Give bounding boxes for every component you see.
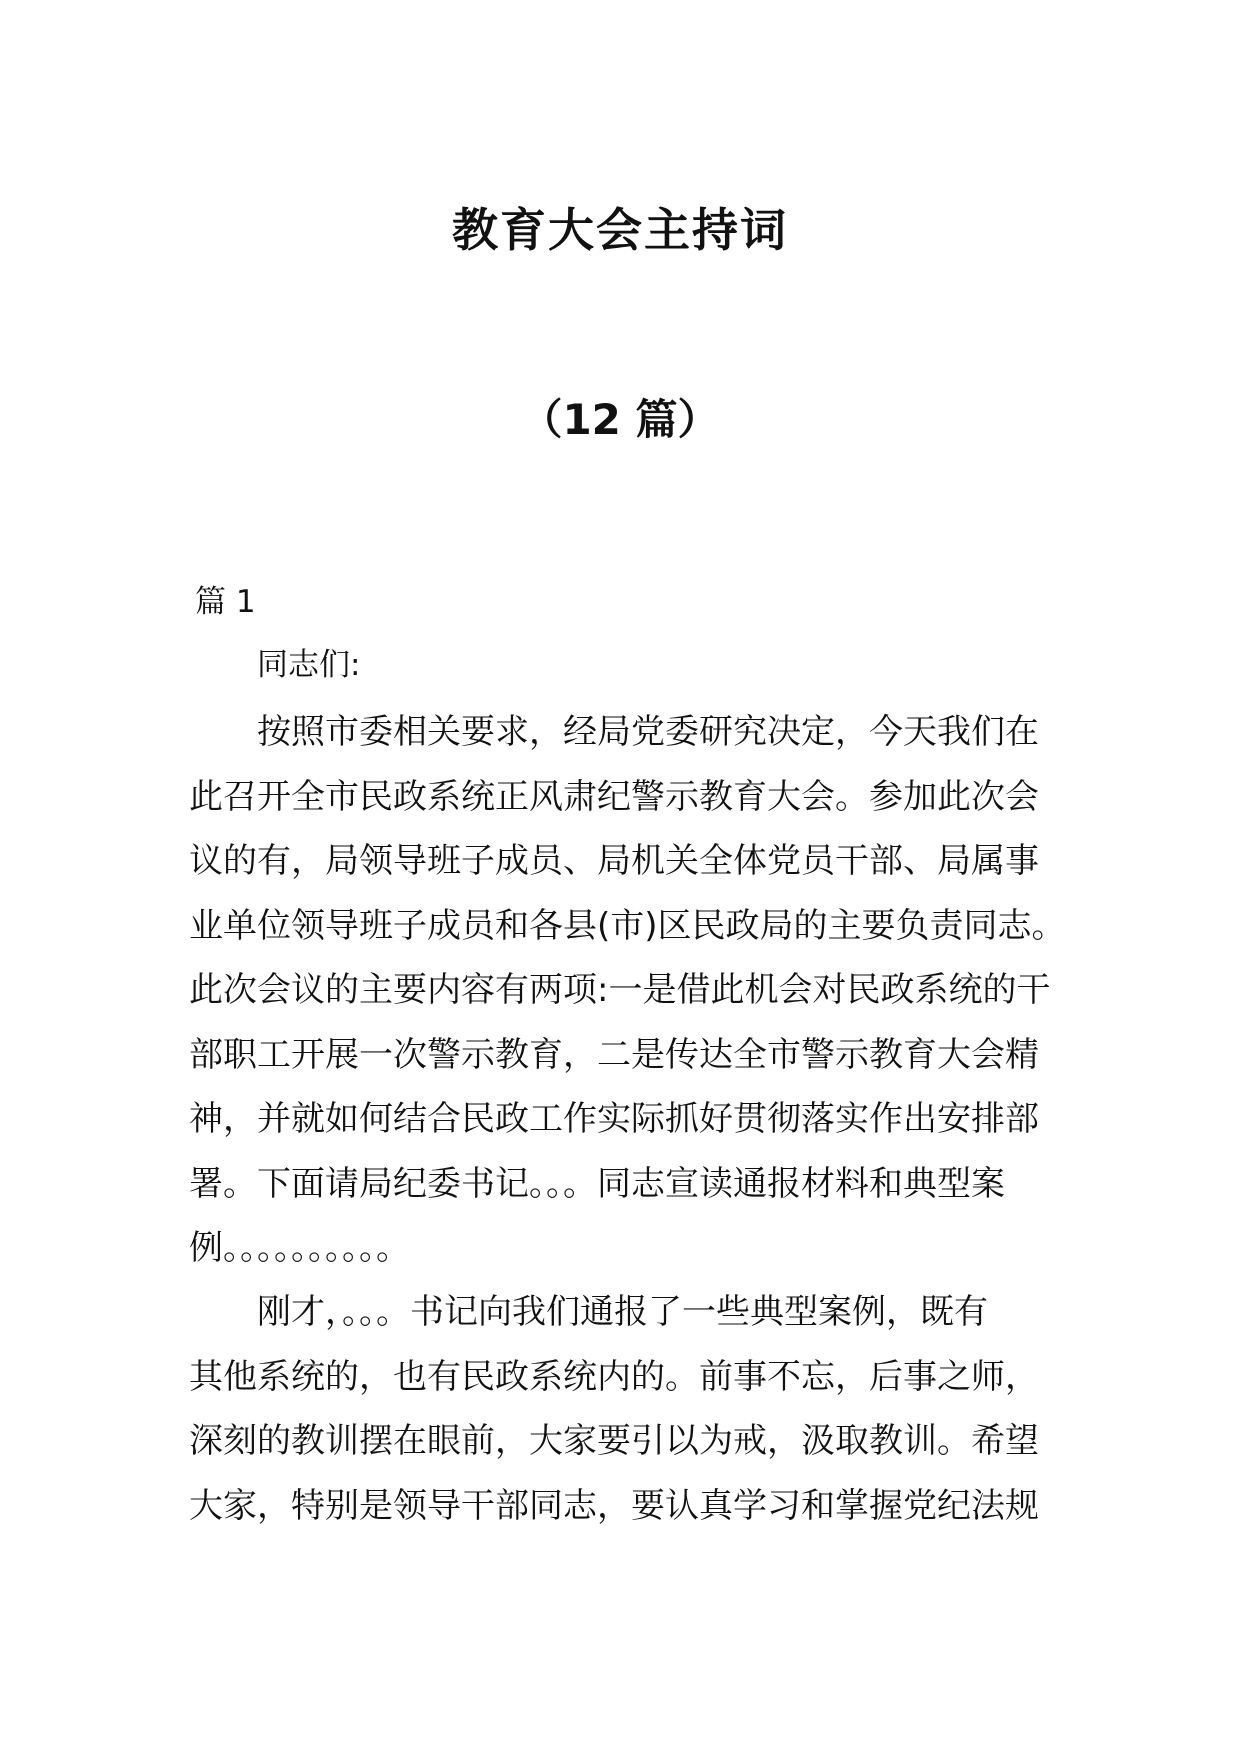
paragraph-line: 议的有，局领导班子成员、局机关全体党员干部、局属事: [189, 841, 1039, 881]
paragraph-2: [189, 1280, 1051, 1538]
document-title: 教育大会主持词: [452, 203, 788, 257]
paragraph-line: 按照市委相关要求，经局党委研究决定，今天我们在: [189, 712, 1039, 752]
paragraph-line: 神，并就如何结合民政工作实际抓好贯彻落实作出安排部: [189, 1099, 1039, 1139]
paragraph-1: [189, 700, 1066, 1281]
paragraph-line: 例。。。。。。。。。。: [189, 1228, 410, 1268]
paragraph-line: 此召开全市民政系统正风肃纪警示教育大会。参加此次会: [189, 776, 1039, 817]
paragraph-line: 署。下面请局纪委书记。。。同志宣读通报材料和典型案: [189, 1163, 1005, 1204]
paragraph-line: 大家，特别是领导干部同志，要认真学习和掌握党纪法规: [189, 1485, 1039, 1526]
paragraph-line: 业单位领导班子成员和各县(市)区民政局的主要负责同志。: [189, 905, 1066, 946]
paragraph-line: 其他系统的，也有民政系统内的。前事不忘，后事之师，: [189, 1356, 1039, 1397]
salutation: 同志们:: [257, 647, 361, 683]
document-subtitle: （12 篇）: [520, 395, 720, 444]
paragraph-line: 刚才，。。。书记向我们通报了一些典型案例，既有: [189, 1292, 988, 1332]
section-label: 篇 1: [195, 584, 256, 620]
paragraph-line: 部职工开展一次警示教育，二是传达全市警示教育大会精: [189, 1034, 1039, 1075]
paragraph-line: 深刻的教训摆在眼前，大家要引以为戒，汲取教训。希望: [189, 1421, 1039, 1461]
paragraph-line: 此次会议的主要内容有两项:一是借此机会对民政系统的干: [189, 970, 1051, 1010]
